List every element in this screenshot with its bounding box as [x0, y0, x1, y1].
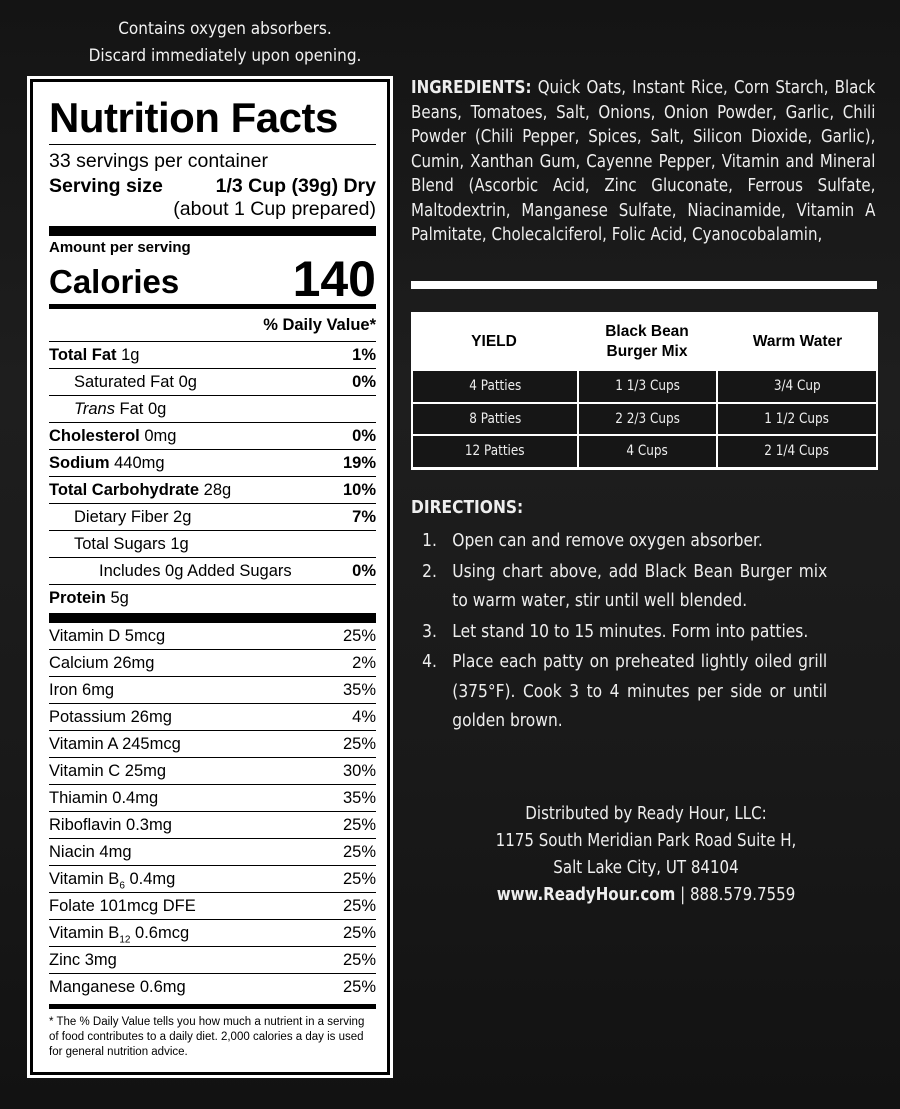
vitamin-row: Potassium 26mg 4% — [49, 704, 376, 731]
serving-size-prepared: (about 1 Cup prepared) — [173, 198, 376, 220]
directions-label: DIRECTIONS: — [411, 497, 524, 518]
table-row: 12 Patties 4 Cups 2 1/4 Cups — [413, 436, 876, 469]
nutrient-dv: 19% — [342, 454, 376, 472]
warning-line: Contains oxygen absorbers. — [118, 19, 332, 39]
serving-size-label: Serving size — [49, 175, 163, 197]
vitamin-row: Calcium 26mg 2% — [49, 650, 376, 677]
vitamin-row: Folate 101mcg DFE 25% — [49, 893, 376, 920]
nutrient-row-total-sugars: Total Sugars 1g — [49, 531, 376, 558]
ingredients-block — [411, 76, 875, 248]
oxygen-absorber-warning — [30, 16, 420, 70]
direction-step: 4. Place each patty on preheated lightly oiled grill (375°F). Cook 3 to 4 minutes per side or until golden brown. — [422, 651, 828, 731]
ingredients-label: INGREDIENTS: — [411, 78, 532, 98]
vitamin-row: Niacin 4mg 25% — [49, 839, 376, 866]
header-mix: Black Bean Burger Mix — [605, 322, 689, 360]
vitamin-row: Thiamin 0.4mg 35% — [49, 785, 376, 812]
warning-line: Discard immediately upon opening. — [88, 46, 362, 66]
header-yield: YIELD — [471, 332, 517, 350]
contact-line: www.ReadyHour.com | 888.579.7559 — [496, 885, 796, 905]
table-row: 8 Patties 2 2/3 Cups 1 1/2 Cups — [413, 404, 876, 437]
nutrient-dv: 10% — [342, 481, 376, 499]
distributor-line: Distributed by Ready Hour, LLC: — [525, 804, 767, 824]
nutrition-facts-panel — [30, 79, 390, 1075]
calories-value: 140 — [292, 251, 376, 307]
nutrient-list — [49, 342, 376, 611]
nutrient-row-cholesterol: Cholesterol 0mg 0% — [49, 423, 376, 450]
calories-label: Calories — [49, 263, 180, 300]
nutrient-row-total-fat: Total Fat 1g 1% — [49, 342, 376, 369]
distributor-info — [411, 801, 881, 909]
distributor-address: 1175 South Meridian Park Road Suite H, — [495, 831, 797, 851]
daily-value-footnote: * The % Daily Value tells you how much a nutrient in a serving of food contributes to a daily diet. 2,000 calories a day is used for general nutrition advice. — [49, 1016, 365, 1058]
nutrient-dv: 1% — [352, 346, 376, 364]
calories-row — [49, 251, 376, 307]
servings-per-container: 33 servings per container — [49, 150, 268, 172]
vitamin-row: Vitamin A 245mcg 25% — [49, 731, 376, 758]
nutrition-facts-title: Nutrition Facts — [49, 94, 338, 141]
vitamin-row: Manganese 0.6mg 25% — [49, 978, 376, 996]
directions-block — [411, 494, 832, 737]
yield-table-header — [411, 312, 878, 371]
vitamin-row: Riboflavin 0.3mg 25% — [49, 812, 376, 839]
direction-step: 3. Let stand 10 to 15 minutes. Form into patties. — [422, 620, 809, 642]
nutrient-row-protein: Protein 5g — [49, 589, 129, 607]
nutrient-row-trans-fat: Trans Fat 0g — [49, 396, 376, 423]
nutrient-row-dietary-fiber: Dietary Fiber 2g 7% — [49, 504, 376, 531]
vitamin-list — [49, 623, 376, 1000]
nutrient-dv: 0% — [352, 373, 376, 391]
nutrient-dv: 7% — [352, 508, 376, 526]
vitamin-row: Vitamin $B_{12}$ 0.6mcg 25% — [49, 920, 376, 947]
nutrient-row-added-sugars: Includes 0g Added Sugars 0% — [49, 558, 376, 585]
vitamin-row: Iron 6mg 35% — [49, 677, 376, 704]
table-row: 4 Patties 1 1/3 Cups 3/4 Cup — [413, 371, 876, 404]
nutrient-row-sodium: Sodium 440mg 19% — [49, 450, 376, 477]
daily-value-header: % Daily Value* — [263, 316, 376, 334]
direction-step: 2. Using chart above, add Black Bean Burger mix to warm water, stir until well blended. — [422, 560, 828, 611]
phone-number: 888.579.7559 — [689, 885, 796, 905]
nutrient-dv: 0% — [352, 427, 376, 445]
amount-per-serving: Amount per serving — [49, 239, 191, 256]
nutrient-row-total-carbohydrate: Total Carbohydrate 28g 10% — [49, 477, 376, 504]
direction-step: 1. Open can and remove oxygen absorber. — [422, 530, 763, 551]
header-water: Warm Water — [752, 332, 843, 350]
ingredients-text: Quick Oats, Instant Rice, Corn Starch, Black Beans, Tomatoes, Salt, Onions, Onion Powder, Garlic, Chili Powder (Chili Pepper, Spices, Salt, Silicon Dioxide, Garlic), Cumin, Xanthan Gum, Cayenne Pepper, Vitamin and Mineral Blend (Ascorbic Acid, Zinc Gluconate, Ferrous Sulfate, Maltodextrin, Manganese Sulfate, Niacinamide, Vitamin A Palmitate, Cholecalciferol, Folic Acid, Cyanocobalamin, — [411, 78, 876, 245]
nutrient-row-saturated-fat: Saturated Fat 0g 0% — [49, 369, 376, 396]
yield-table — [411, 312, 878, 470]
vitamin-row: Vitamin $B_6$ 0.4mg 25% — [49, 866, 376, 893]
vitamin-row: Vitamin D 5mcg 25% — [49, 623, 376, 650]
nutrient-dv: 0% — [352, 562, 376, 580]
vitamin-row: Zinc 3mg 25% — [49, 947, 376, 974]
serving-size-value: 1/3 Cup (39g) Dry — [215, 175, 376, 197]
distributor-city: Salt Lake City, UT 84104 — [553, 858, 739, 878]
serving-size-row — [49, 174, 376, 199]
vitamin-row: Vitamin C 25mg 30% — [49, 758, 376, 785]
divider-bar — [411, 281, 877, 289]
website-link[interactable]: www.ReadyHour.com — [496, 885, 676, 905]
